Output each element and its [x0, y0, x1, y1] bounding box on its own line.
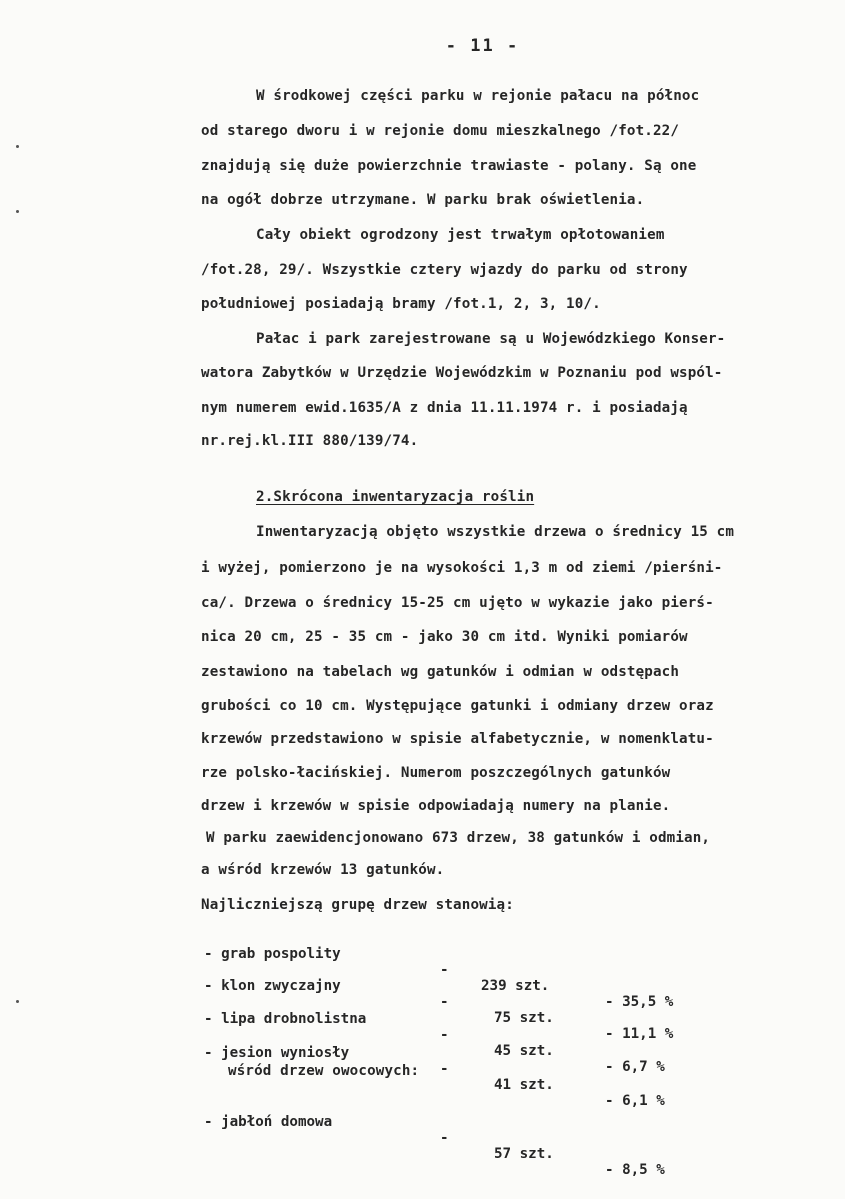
subheading: wśród drzew owocowych: — [228, 1063, 420, 1079]
text-line: ca/. Drzewa o średnicy 15-25 cm ujęto w wykazie jako pierś- — [201, 595, 714, 611]
percentage: - 8,5 % — [605, 1162, 665, 1178]
percentage: - 35,5 % — [605, 994, 674, 1010]
text-line: a wśród krzewów 13 gatunków. — [201, 862, 445, 878]
text-line: rze polsko-łacińskiej. Numerom poszczególnych gatunków — [201, 765, 671, 781]
row-dash: - — [440, 1027, 449, 1043]
text-line: W parku zaewidencjonowano 673 drzew, 38 gatunków i odmian, — [206, 830, 711, 846]
text-line: na ogół dobrze utrzymane. W parku brak oświetlenia. — [201, 192, 645, 208]
text-line: nica 20 cm, 25 - 35 cm - jako 30 cm itd. Wyniki pomiarów — [201, 629, 688, 645]
species-name: - lipa drobnolistna — [204, 1011, 367, 1027]
percentage: - 11,1 % — [605, 1026, 674, 1042]
text-line: grubości co 10 cm. Występujące gatunki i odmiany drzew oraz — [201, 698, 714, 714]
species-name: - grab pospolity — [204, 946, 341, 962]
tree-count: 239 szt. — [481, 978, 550, 994]
text-line: od starego dworu i w rejonie domu mieszkalnego /fot.22/ — [201, 123, 680, 139]
page-number: - 11 - — [445, 36, 520, 56]
text-line: watora Zabytków w Urzędzie Wojewódzkim w Poznaniu pod wspól- — [201, 365, 723, 381]
text-line: W środkowej części parku w rejonie pałacu na północ — [256, 88, 700, 104]
text-line: nym numerem ewid.1635/A z dnia 11.11.1974 r. i posiadają — [201, 400, 688, 416]
tree-count: 45 szt. — [494, 1043, 554, 1059]
text-line: Najliczniejszą grupę drzew stanowią: — [201, 897, 514, 913]
section-heading: 2.Skrócona inwentaryzacja roślin — [256, 489, 535, 505]
species-name: - jesion wyniosły — [204, 1045, 350, 1061]
text-line: /fot.28, 29/. Wszystkie cztery wjazdy do parku od strony — [201, 262, 688, 278]
text-line: znajdują się duże powierzchnie trawiaste - polany. Są one — [201, 158, 697, 174]
text-line: nr.rej.kl.III 880/139/74. — [201, 433, 419, 449]
tree-count: 75 szt. — [494, 1010, 554, 1026]
row-dash: - — [440, 1130, 449, 1146]
row-dash: - — [440, 994, 449, 1010]
percentage: - 6,1 % — [605, 1093, 665, 1109]
margin-punch-mark — [16, 1000, 19, 1003]
margin-punch-mark — [16, 145, 19, 148]
text-line: Cały obiekt ogrodzony jest trwałym opłotowaniem — [256, 227, 665, 243]
species-name: - jabłoń domowa — [204, 1114, 333, 1130]
tree-count: 41 szt. — [494, 1077, 554, 1093]
species-name: - klon zwyczajny — [204, 978, 341, 994]
text-line: i wyżej, pomierzono je na wysokości 1,3 m od ziemi /pierśni- — [201, 560, 723, 576]
text-line: Inwentaryzacją objęto wszystkie drzewa o średnicy 15 cm — [256, 524, 735, 540]
row-dash: - — [440, 1061, 449, 1077]
text-line: południowej posiadają bramy /fot.1, 2, 3, 10/. — [201, 296, 601, 312]
text-line: krzewów przedstawiono w spisie alfabetycznie, w nomenklatu- — [201, 731, 714, 747]
percentage: - 6,7 % — [605, 1059, 665, 1075]
text-line: drzew i krzewów w spisie odpowiadają numery na planie. — [201, 798, 671, 814]
margin-punch-mark — [16, 210, 19, 213]
row-dash: - — [440, 962, 449, 978]
text-line: zestawiono na tabelach wg gatunków i odmian w odstępach — [201, 664, 680, 680]
text-line: Pałac i park zarejestrowane są u Wojewódzkiego Konser- — [256, 331, 726, 347]
tree-count: 57 szt. — [494, 1146, 554, 1162]
